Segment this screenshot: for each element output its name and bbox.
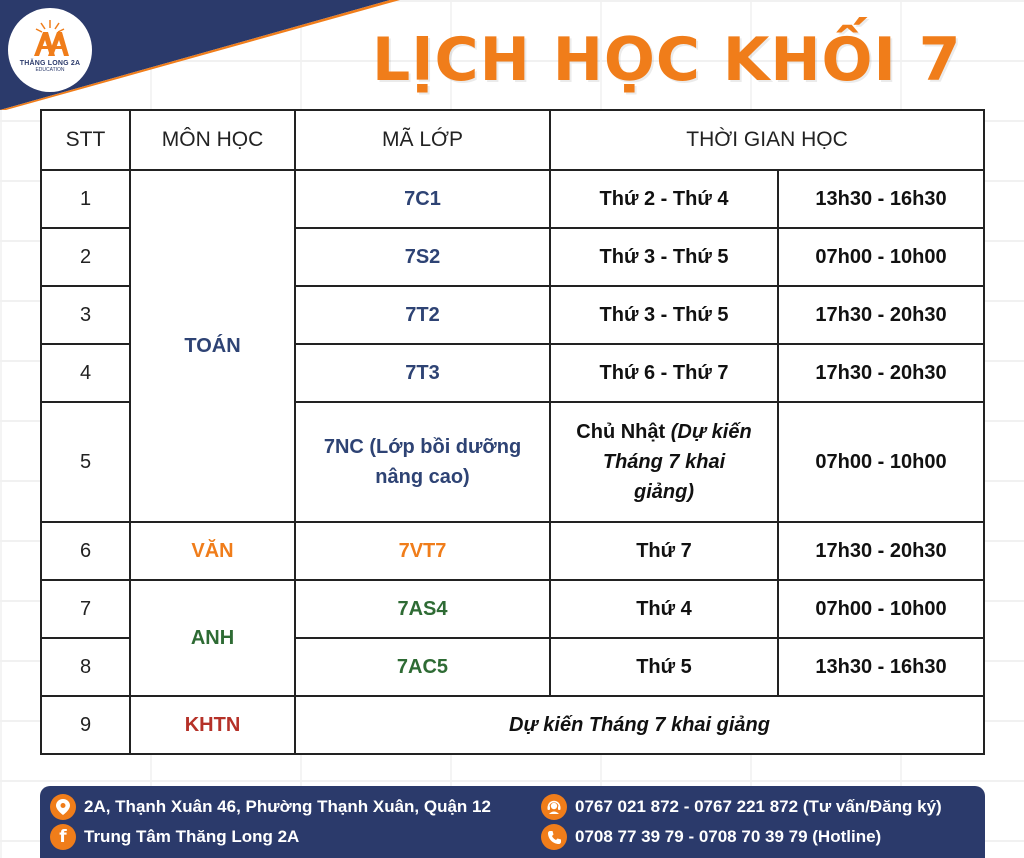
subject-math: TOÁN (130, 170, 295, 522)
class-hours: 13h30 - 16h30 (778, 638, 984, 696)
science-note: Dự kiến Tháng 7 khai giảng (295, 696, 984, 754)
class-code: 7VT7 (295, 522, 550, 580)
row-stt: 4 (41, 344, 130, 402)
class-hours: 17h30 - 20h30 (778, 344, 984, 402)
schedule-table (40, 109, 985, 755)
class-hours: 07h00 - 10h00 (778, 228, 984, 286)
row-stt: 2 (41, 228, 130, 286)
facebook-text[interactable]: Trung Tâm Thăng Long 2A (84, 827, 300, 846)
header-subject: MÔN HỌC (130, 110, 295, 170)
address-text: 2A, Thạnh Xuân 46, Phường Thạnh Xuân, Quận 12 (84, 797, 491, 816)
hotline-item[interactable] (541, 824, 881, 850)
row-stt: 5 (41, 402, 130, 522)
row-stt: 3 (41, 286, 130, 344)
class-days: Thứ 5 (550, 638, 778, 696)
location-pin-icon (50, 794, 76, 820)
brand-logo (10, 10, 90, 90)
class-code: 7C1 (295, 170, 550, 228)
address-item (50, 794, 491, 820)
class-days (550, 402, 778, 522)
consult-phone-item[interactable] (541, 794, 942, 820)
class-hours: 17h30 - 20h30 (778, 522, 984, 580)
class-days: Thứ 3 - Thứ 5 (550, 286, 778, 344)
brand-name: THĂNG LONG 2A (19, 60, 81, 67)
header-stt: STT (41, 110, 130, 170)
table-row (41, 580, 984, 638)
hotline-text[interactable]: 0708 77 39 79 - 0708 70 39 79 (Hotline) (575, 827, 882, 846)
row-stt: 7 (41, 580, 130, 638)
subject-literature: VĂN (130, 522, 295, 580)
facebook-item[interactable] (50, 824, 299, 850)
class-code: 7T3 (295, 344, 550, 402)
class-code: 7NC (Lớp bồi dưỡng nâng cao) (295, 402, 550, 522)
class-hours: 13h30 - 16h30 (778, 170, 984, 228)
support-agent-icon (541, 794, 567, 820)
class-days: Thứ 7 (550, 522, 778, 580)
class-days: Thứ 2 - Thứ 4 (550, 170, 778, 228)
logo-mark-icon (26, 18, 74, 58)
class-code: 7AS4 (295, 580, 550, 638)
row-stt: 8 (41, 638, 130, 696)
consult-phone-text[interactable]: 0767 021 872 - 0767 221 872 (Tư vấn/Đăng ký) (575, 797, 942, 816)
header-time: THỜI GIAN HỌC (550, 110, 984, 170)
table-row (41, 522, 984, 580)
class-days-main: Chủ Nhật (576, 421, 666, 443)
table-header-row (41, 110, 984, 170)
page-title: LỊCH HỌC KHỐI 7 (372, 25, 962, 95)
phone-icon (541, 824, 567, 850)
class-days: Thứ 6 - Thứ 7 (550, 344, 778, 402)
contact-footer (40, 786, 985, 858)
facebook-icon: f (50, 824, 76, 850)
subject-english: ANH (130, 580, 295, 696)
class-hours: 07h00 - 10h00 (778, 580, 984, 638)
row-stt: 1 (41, 170, 130, 228)
row-stt: 9 (41, 696, 130, 754)
table-row (41, 696, 984, 754)
class-code: 7S2 (295, 228, 550, 286)
brand-sub: EDUCATION (35, 67, 65, 73)
table-row (41, 170, 984, 228)
class-days: Thứ 3 - Thứ 5 (550, 228, 778, 286)
subject-science: KHTN (130, 696, 295, 754)
row-stt: 6 (41, 522, 130, 580)
class-days-note: (Dự kiến Tháng 7 khai giảng) (602, 421, 752, 503)
class-hours: 07h00 - 10h00 (778, 402, 984, 522)
header-class-code: MÃ LỚP (295, 110, 550, 170)
class-days: Thứ 4 (550, 580, 778, 638)
class-code: 7AC5 (295, 638, 550, 696)
class-hours: 17h30 - 20h30 (778, 286, 984, 344)
class-code: 7T2 (295, 286, 550, 344)
